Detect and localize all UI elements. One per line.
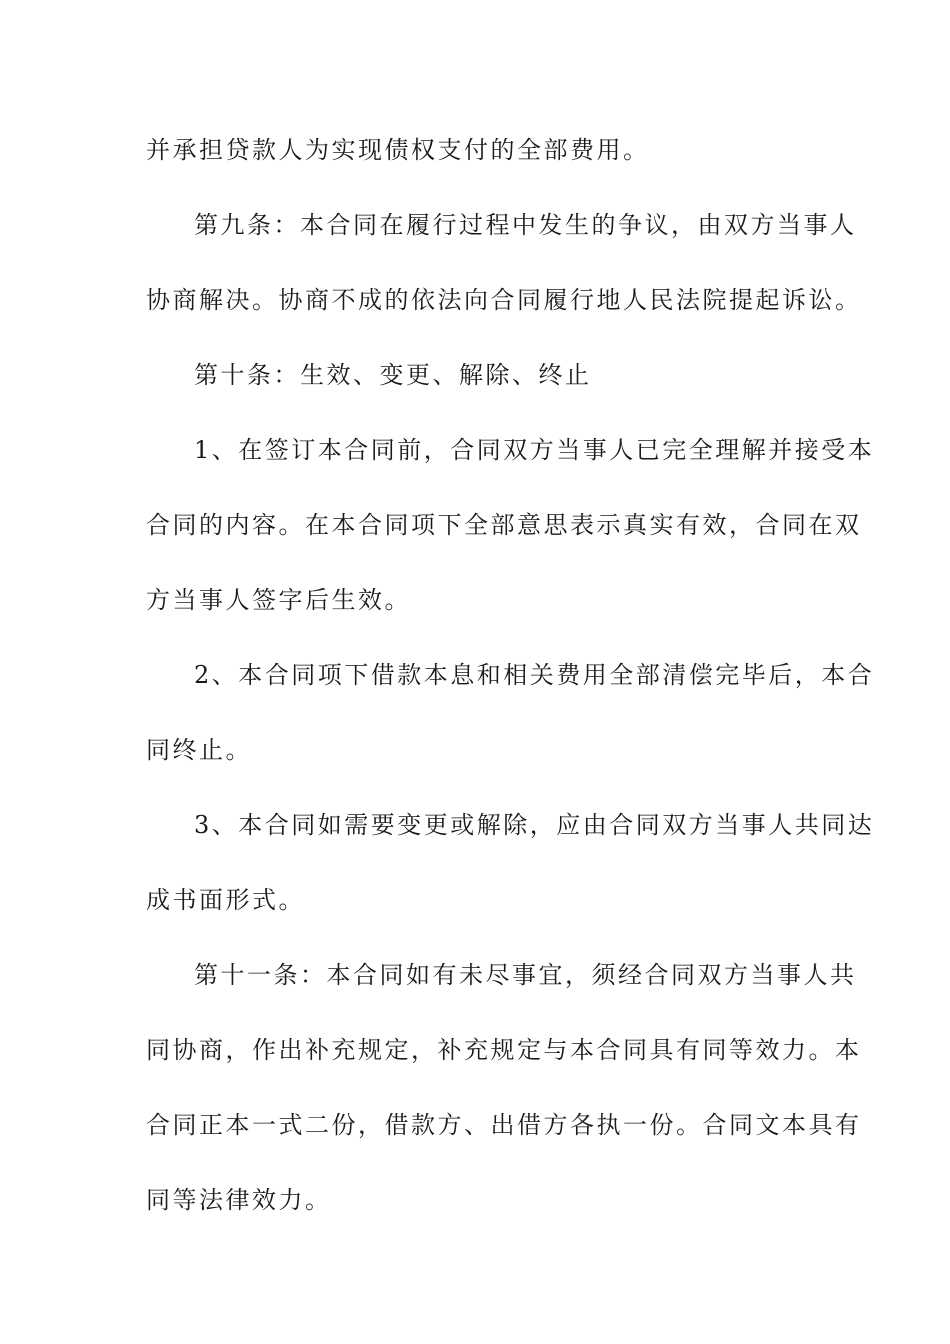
text-line: 方当事人签字后生效。 [146, 586, 411, 614]
text-line: 第九条：本合同在履行过程中发生的争议，由双方当事人 [194, 211, 857, 239]
text-line: 协商解决。协商不成的依法向合同履行地人民法院提起诉讼。 [146, 286, 862, 314]
text-line: 同协商，作出补充规定，补充规定与本合同具有同等效力。本 [146, 1036, 862, 1064]
text-line: 合同的内容。在本合同项下全部意思表示真实有效，合同在双 [146, 511, 862, 539]
text-line: 合同正本一式二份，借款方、出借方各执一份。合同文本具有 [146, 1111, 862, 1139]
text-line: 第十一条：本合同如有未尽事宜，须经合同双方当事人共 [194, 961, 857, 989]
text-line: 2、本合同项下借款本息和相关费用全部清偿完毕后，本合 [194, 661, 875, 689]
text-line: 并承担贷款人为实现债权支付的全部费用。 [146, 136, 650, 164]
text-line: 成书面形式。 [146, 886, 305, 914]
text-line: 第十条：生效、变更、解除、终止 [194, 361, 592, 389]
text-line: 3、本合同如需要变更或解除，应由合同双方当事人共同达 [194, 811, 875, 839]
text-line: 1、在签订本合同前，合同双方当事人已完全理解并接受本 [194, 436, 875, 464]
text-line: 同等法律效力。 [146, 1186, 332, 1214]
text-line: 同终止。 [146, 736, 252, 764]
